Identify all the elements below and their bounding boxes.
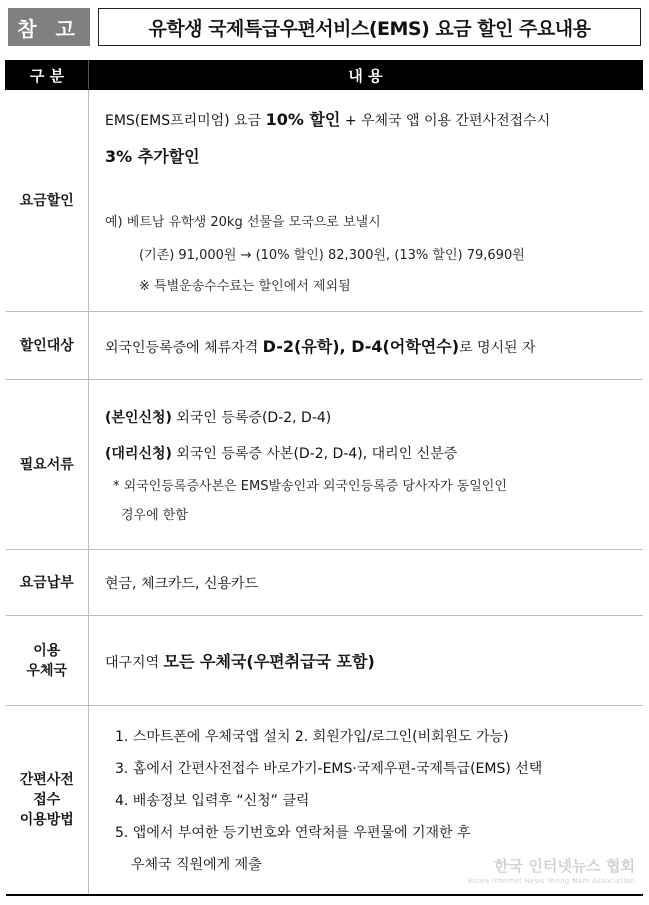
bold-text: 10% 할인	[265, 110, 341, 129]
post-office-content	[89, 616, 643, 706]
payment-content	[89, 550, 643, 616]
how-to-step4: 4. 배송정보 입력후 “신청” 클릭	[115, 793, 310, 809]
text: EMS(EMS프리미엄) 요금	[105, 113, 266, 129]
table-row	[6, 616, 643, 706]
page-title: 유학생 국제특급우편서비스(EMS) 요금 할인 주요내용	[98, 8, 641, 46]
label-line: 접수	[33, 792, 61, 808]
row-label-documents: 필요서류	[6, 380, 89, 550]
text: 외국인 등록증 사본(D-2, D-4), 대리인 신분증	[171, 445, 458, 462]
documents-item1	[105, 407, 635, 427]
label-line: 이용방법	[19, 812, 74, 828]
table-row	[6, 312, 643, 380]
row-label-fee-discount: 요금할인	[6, 90, 89, 312]
fee-discount-line1	[105, 107, 635, 130]
bold-text: (본인신청)	[105, 409, 172, 426]
text: 로 명시된 자	[459, 340, 536, 356]
eligibility-line	[105, 334, 635, 357]
row-label-post-office	[6, 616, 89, 706]
text: 외국인등록증에 체류자격	[105, 340, 263, 356]
row-label-eligibility: 할인대상	[6, 312, 89, 380]
reference-label: 참 고	[8, 8, 90, 46]
payment-text: 현금, 체크카드, 신용카드	[105, 575, 259, 592]
fee-discount-note: ※ 특별운송수수료는 할인에서 제외됨	[139, 279, 351, 294]
label-line: 우체국	[26, 662, 68, 679]
how-to-step3: 3. 홈에서 간편사전접수 바로가기-EMS·국제우편-국제특급(EMS) 선택	[115, 761, 543, 777]
watermark-subtext: Korea Internet News Yeong Nam Association	[468, 877, 635, 885]
label-line: 간편사전	[19, 772, 74, 788]
table-row	[6, 90, 643, 312]
table-row	[6, 550, 643, 616]
bold-text: (대리신청)	[105, 445, 172, 462]
documents-note-line2: 경우에 한함	[121, 507, 188, 523]
bold-text: D-2(유학), D-4(어학연수)	[262, 337, 460, 356]
how-to-step1: 1. 스마트폰에 우체국앱 설치 2. 회원가입/로그인(비회원도 가능)	[115, 729, 509, 745]
documents-note-line1: * 외국인등록증사본은 EMS발송인과 외국인등록증 당사자가 동일인인	[113, 478, 507, 494]
how-to-step5-cont: 우체국 직원에게 제출	[131, 857, 262, 873]
row-label-how-to	[6, 706, 89, 896]
text: 대구지역	[105, 655, 164, 671]
bold-text: 모든 우체국(우편취급국 포함)	[163, 652, 375, 671]
info-table	[5, 60, 643, 896]
text: 외국인 등록증(D-2, D-4)	[171, 409, 332, 426]
how-to-step5: 5. 앱에서 부여한 등기번호와 연락처를 우편물에 기재한 후	[115, 825, 471, 841]
watermark-logo	[468, 855, 635, 885]
documents-content	[89, 380, 643, 550]
text: + 우체국 앱 이용 간편사전접수시	[340, 113, 551, 129]
fee-discount-line2: 3% 추가할인	[105, 147, 200, 166]
header-content: 내 용	[89, 61, 643, 90]
eligibility-content	[89, 312, 643, 380]
title-row	[8, 8, 641, 46]
watermark-text: 한국 인터넷뉴스 협회	[494, 857, 635, 875]
fee-discount-example-calc: (기존) 91,000원 → (10% 할인) 82,300원, (13% 할인) 79,690원	[139, 248, 525, 263]
table-header-row	[6, 61, 643, 90]
post-office-line	[105, 649, 635, 672]
row-label-payment: 요금납부	[6, 550, 89, 616]
fee-discount-example: 예) 베트남 유학생 20kg 선물을 모국으로 보낼시	[105, 215, 381, 230]
documents-item2	[105, 443, 635, 463]
table-row	[6, 380, 643, 550]
label-line: 이용	[33, 642, 61, 659]
fee-discount-content	[89, 90, 643, 312]
header-category: 구 분	[6, 61, 89, 90]
